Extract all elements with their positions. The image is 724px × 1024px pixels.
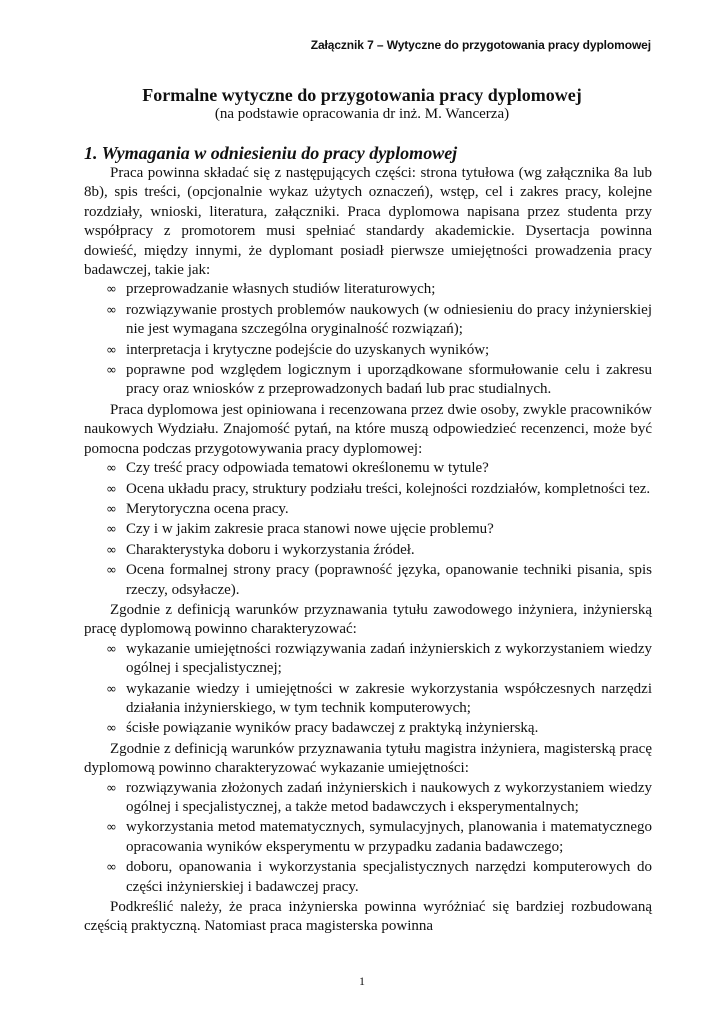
infinity-bullet-icon: ∞ (106, 820, 117, 836)
list-item (106, 858, 652, 897)
list-item-text: interpretacja i krytyczne podejście do uzyskanych wyników; (126, 341, 490, 358)
infinity-bullet-icon: ∞ (106, 282, 117, 298)
bullet-list (84, 640, 652, 739)
infinity-bullet-icon: ∞ (106, 721, 117, 737)
list-item-text: Czy i w jakim zakresie praca stanowi nowe ujęcie problemu? (126, 521, 494, 538)
list-item (106, 520, 652, 539)
attachment-header: Załącznik 7 – Wytyczne do przygotowania pracy dyplomowej (310, 38, 651, 52)
list-item (106, 779, 652, 818)
infinity-bullet-icon: ∞ (106, 522, 117, 538)
list-item (106, 500, 652, 519)
document-subtitle: (na podstawie opracowania dr inż. M. Wancerza) (214, 106, 510, 122)
list-item (106, 280, 652, 299)
list-item (106, 818, 652, 857)
list-item (106, 361, 652, 400)
infinity-bullet-icon: ∞ (106, 860, 117, 876)
document-body (84, 142, 652, 937)
paragraph: Podkreślić należy, że praca inżynierska powinna wyróżniać się bardziej rozbudowaną częścią praktyczną. Natomiast praca magisterska powinna (84, 899, 652, 935)
list-item-text: poprawne pod względem logicznym i uporządkowane sformułowanie celu i zakresu pracy oraz wniosków z przeprowadzonych badań lub prac studialnych. (126, 362, 652, 398)
infinity-bullet-icon: ∞ (106, 363, 117, 379)
list-item (106, 459, 652, 478)
list-item (106, 541, 652, 560)
infinity-bullet-icon: ∞ (106, 641, 117, 657)
list-item-text: wykazanie wiedzy i umiejętności w zakresie wykorzystania współczesnych narzędzi działania inżynierskiego, w tym technik komputerowych; (126, 680, 652, 716)
list-item (106, 341, 652, 360)
list-item-text: Merytoryczna ocena pracy. (126, 500, 289, 517)
document-title: Formalne wytyczne do przygotowania pracy dyplomowej (142, 85, 582, 105)
list-item-text: wykorzystania metod matematycznych, symulacyjnych, planowania i matematycznego opracowania wyników eksperymentu w przypadku zadania badawczego; (126, 819, 652, 855)
list-item-text: rozwiązywanie prostych problemów naukowych (w odniesieniu do pracy inżynierskiej nie jest wymagana szczególna oryginalność rozwiązań); (126, 301, 652, 338)
page-number: 1 (359, 974, 365, 988)
list-item-text: przeprowadzanie własnych studiów literaturowych; (126, 281, 436, 298)
infinity-bullet-icon: ∞ (106, 780, 117, 796)
infinity-bullet-icon: ∞ (106, 563, 117, 579)
list-item-text: rozwiązywania złożonych zadań inżynierskich i naukowych z wykorzystaniem wiedzy ogólnej i specjalistycznej, a także metod badawczych i eksperymentalnych; (126, 779, 652, 815)
list-item (106, 640, 652, 679)
list-item-text: Czy treść pracy odpowiada tematowi określonemu w tytule? (126, 460, 489, 477)
bullet-list (84, 280, 652, 399)
list-item-text: doboru, opanowania i wykorzystania specjalistycznych narzędzi komputerowych do części inżynierskiej i badawczej pracy. (126, 859, 652, 895)
paragraph: Praca powinna składać się z następujących części: strona tytułowa (wg załącznika 8a lub 8b), spis treści, (opcjonalnie wykaz użytych oznaczeń), wstęp, cel i zakres pracy, kolejne rozdziały, wnioski, literatura, załączniki. Praca dyplomowa napisana przez studenta przy współpracy z promotorem musi spełniać standardy akademickie. Dysertacja powinna dowieść, między innymi, że dyplomant posiadł pierwsze umiejętności prowadzenia pracy badawczej, takie jak: (84, 165, 652, 279)
paragraph: Zgodnie z definicją warunków przyznawania tytułu magistra inżyniera, magisterską pracę dyplomową powinno charakteryzować wykazanie umiejętności: (84, 740, 652, 777)
list-item-text: Ocena układu pracy, struktury podziału treści, kolejności rozdziałów, kompletności tez. (126, 480, 651, 497)
list-item-text: Charakterystyka doboru i wykorzystania źródeł. (126, 541, 415, 558)
list-item (106, 480, 652, 499)
list-item (106, 680, 652, 719)
list-item-text: wykazanie umiejętności rozwiązywania zadań inżynierskich z wykorzystaniem wiedzy ogólnej i specjalistycznej; (126, 640, 652, 677)
bullet-list (84, 459, 652, 600)
paragraph: Praca dyplomowa jest opiniowana i recenzowana przez dwie osoby, zwykle pracowników naukowych Wydziału. Znajomość pytań, na które muszą odpowiedzieć recenzenci, może być pomocna podczas przygotowywania pracy dyplomowej: (84, 401, 652, 457)
infinity-bullet-icon: ∞ (106, 542, 117, 558)
list-item-text: ścisłe powiązanie wyników pracy badawczej z praktyką inżynierską. (126, 720, 539, 737)
bullet-list (84, 779, 652, 897)
paragraph: Zgodnie z definicją warunków przyznawania tytułu zawodowego inżyniera, inżynierską pracę dyplomową powinno charakteryzować: (84, 601, 652, 638)
list-item-text: Ocena formalnej strony pracy (poprawność języka, opanowanie techniki pisania, spis rzeczy, odsyłacze). (126, 562, 652, 598)
infinity-bullet-icon: ∞ (106, 342, 117, 358)
list-item (106, 301, 652, 340)
infinity-bullet-icon: ∞ (106, 681, 117, 697)
section-heading: 1. Wymagania w odniesieniu do pracy dyplomowej (84, 143, 458, 163)
infinity-bullet-icon: ∞ (106, 461, 117, 477)
infinity-bullet-icon: ∞ (106, 302, 117, 318)
list-item (106, 719, 652, 738)
list-item (106, 561, 652, 600)
infinity-bullet-icon: ∞ (106, 501, 117, 517)
infinity-bullet-icon: ∞ (106, 481, 117, 497)
